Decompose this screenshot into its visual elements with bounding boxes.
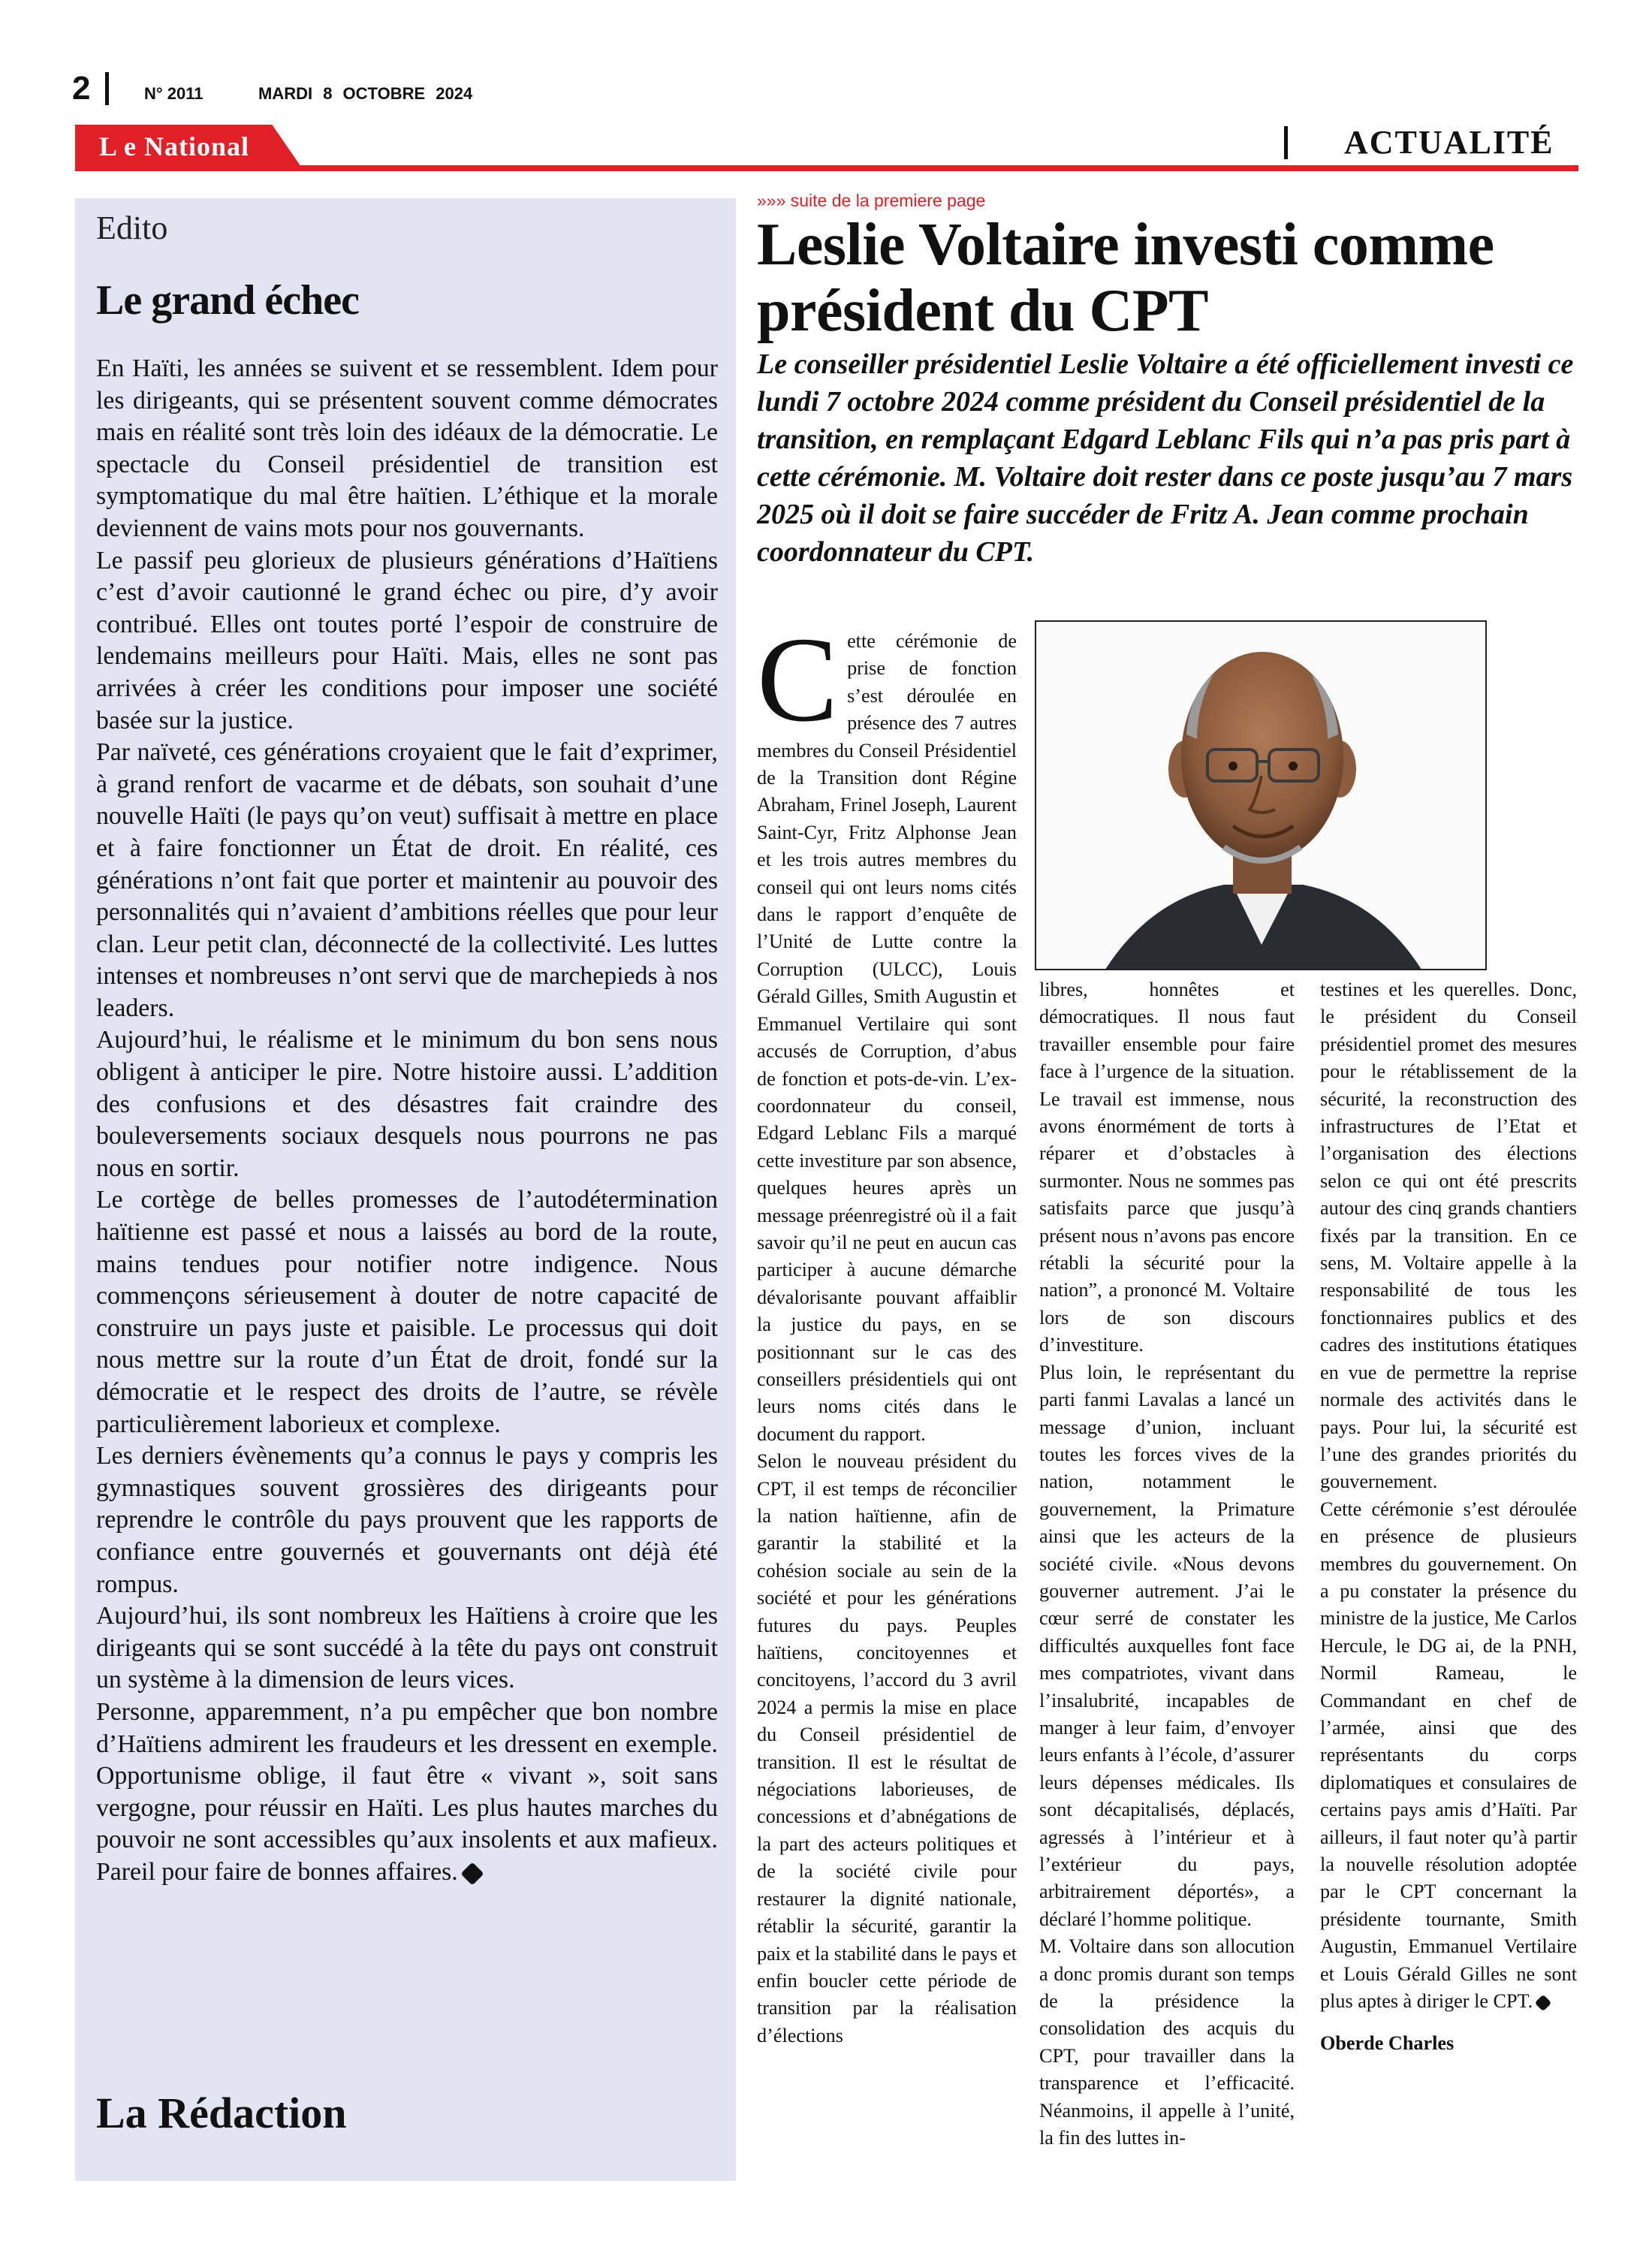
edito-paragraph: Aujourd’hui, ils sont nombreux les Haïtiens à croire que les dirigeants qui se sont succédé à la tête du pays ont construit un système à la dimension de leurs vices. [96, 1602, 718, 1694]
continuation-kicker: »»» suite de la premiere page [757, 191, 986, 210]
article-column-2 [1039, 976, 1295, 2152]
edito-paragraph: Aujourd’hui, le réalisme et le minimum du bon sens nous obligent à anticiper le pire. Notre histoire aussi. L’addition des confusions et des désastres fait craindre des bouleversements sociaux desquels nous pourrons ne pas nous en sortir. [96, 1026, 718, 1182]
article-paragraph: libres, honnêtes et démocratiques. Il nous faut travailler ensemble pour faire face à l’urgence de la situation. Le travail est immense, nous avons énormément de torts à réparer et d’obstacles à surmonter. Nous ne sommes pas satisfaits parce que jusqu’à présent nous n’avons pas encore rétabli la sécurité pour la nation”, a prononcé M. Voltaire lors de son discours d’investiture. [1039, 979, 1295, 1356]
edito-paragraph: Le cortège de belles promesses de l’autodétermination haïtienne est passé et nous a laissés au bord de la route, mains tendues pour notifier notre indigence. Nous commençons sérieusement à douter de notre capacité de construire un pays juste et paisible. Le processus qui doit nous mettre sur la route d’un État de droit, fondé sur la démocratie et le respect des droits de l’autre, se révèle particulièrement laborieux et complexe. [96, 1186, 718, 1438]
end-mark-icon [1535, 1995, 1552, 2012]
article-headline: Leslie Voltaire investi comme président du CPT [757, 212, 1494, 344]
edito-body [96, 353, 718, 1889]
article-paragraph: M. Voltaire dans son allocution a donc promis durant son temps de la présidence la consolidation des acquis du CPT, pour travailler dans la transparence et l’efficacité. Néanmoins, il appelle à l’unité, la fin des luttes in- [1039, 1935, 1295, 2149]
edito-paragraph: Les derniers évènements qu’a connus le pays y compris les gymnastiques souvent grossières des dirigeants pour reprendre le contrôle du pays prouvent que les rapports de confiance entre gouvernés et gouvernants ont déjà été rompus. [96, 1442, 718, 1598]
header-rule [75, 165, 1578, 171]
article-paragraph [1320, 1496, 1577, 2016]
section-divider [1284, 126, 1288, 159]
brand-name: L e National [99, 131, 250, 161]
edito-paragraph-text: Personne, apparemment, n’a pu empêcher que bon nombre d’Haïtiens admirent les fraudeurs et les dressent en exemple. Opportunisme oblige, il faut être « vivant », soit sans vergogne, pour réussir en Haïti. Les plus hautes marches du pouvoir ne sont accessibles qu’aux insolents et aux mafieux. Pareil pour faire de bonnes affaires. [96, 1697, 718, 1886]
portrait-photo [1035, 620, 1487, 970]
edito-paragraph: Le passif peu glorieux de plusieurs générations d’Haïtiens c’est d’avoir cautionné le grand échec ou pire, d’y avoir contribué. Elles ont toutes porté l’espoir de construire de lendemains meilleurs pour Haïti. Mais, elles ne sont pas arrivées à créer les conditions pour imposer une société basée sur la justice. [96, 546, 718, 734]
article-column-1 [757, 613, 1017, 2049]
edito-kicker: Edito [96, 210, 168, 246]
issue-date: MARDI 8 OCTOBRE 2024 [258, 84, 473, 103]
article-paragraph: Selon le nouveau président du CPT, il est temps de réconcilier la nation haïtienne, afin de garantir la stabilité et la cohésion sociale au sein de la société et pour les générations futures du pays. Peuples haïtiens, concitoyennes et concitoyens, l’accord du 3 avril 2024 a permis la mise en place du Conseil présidentiel de transition. Il est le résultat de négociations laborieuses, de concessions et d’abnégations de la part des acteurs politiques et de la société civile pour restaurer la dignité nationale, rétablir la sécurité, garantir la paix et la stabilité dans le pays et enfin boucler cette période de transition par la réalisation d’élections [757, 1450, 1017, 2046]
edito-paragraph: Par naïveté, ces générations croyaient que le fait d’exprimer, à grand renfort de vacarme et de débats, son souhait d’une nouvelle Haïti (le pays qu’on veut) suffisait à mettre en place et à faire fonctionner un État de droit. En réalité, ces générations n’ont fait que porter et maintenir au pouvoir des personnalités qui n’avaient d’ambitions réelles que pour leur clan. Leur petit clan, déconnecté de la collectivité. Les luttes intenses et nombreuses n’ont servi que de marchepieds à nos leaders. [96, 738, 718, 1022]
article-paragraph-text: ette cérémonie de prise de fonction s’est déroulée en présence des 7 autres membres du Conseil Présidentiel de la Transition dont Régine Abraham, Frinel Joseph, Laurent Saint-Cyr, Fritz Alphonse Jean et les trois autres membres du conseil qui ont leurs noms cités dans le rapport d’enquête de l’Unité de Lutte contre la Corruption (ULCC), Louis Gérald Gilles, Smith Augustin et Emmanuel Vertilaire qui sont accusés de Corruption, d’abus de fonction et pots-de-vin. L’ex-coordonnateur du conseil, Edgard Leblanc Fils a marqué cette investiture par son absence, quelques heures après un message préenregistré où il a fait savoir qu’il ne peut en aucun cas participer à aucune démarche dévalorisante pouvant affaiblir la justice du pays, en se positionnant sur le cas des conseillers présidentiels qui ont leurs noms cités dans le document du rapport. [757, 630, 1017, 1445]
article-paragraph [757, 613, 1017, 1448]
article-byline: Oberde Charles [1320, 2032, 1455, 2055]
article-paragraph: Plus loin, le représentant du parti fanmi Lavalas a lancé un message d’union, incluant toutes les forces vives de la nation, notamment le gouvernement, la Primature ainsi que les acteurs de la société civile. «Nous devons gouverner autrement. J’ai le cœur serré de constater les difficultés auxquelles font face mes compatriotes, vivant dans l’insalubrité, incapables de manger à leur faim, d’envoyer leurs enfants à l’école, d’assurer leurs dépenses médicales. Ils sont décapitalisés, déplacés, agressés à l’intérieur et à l’extérieur du pays, arbitrairement déportés», a déclaré l’homme politique. [1039, 1361, 1295, 1930]
page-number-divider [105, 72, 109, 105]
edito-title: Le grand échec [96, 277, 359, 324]
article-paragraph-text: Cette cérémonie s’est déroulée en présence de plusieurs membres du gouvernement. On a pu constater la présence du ministre de la justice, Me Carlos Hercule, le DG ai, de la PNH, Normil Rameau, le Commandant en chef de l’armée, ainsi que des représentants du corps diplomatiques et consulaires de certains pays amis d’Haïti. Par ailleurs, il faut noter qu’à partir la nouvelle résolution adoptée par le CPT concernant la présidente tournante, Smith Augustin, Emmanuel Vertilaire et Louis Gérald Gilles ne sont plus aptes à diriger le CPT. [1320, 1497, 1577, 2013]
portrait-illustration [1036, 622, 1487, 970]
article-column-3 [1320, 976, 1577, 2058]
end-mark-icon [460, 1862, 484, 1886]
page-number: 2 [72, 70, 91, 107]
edito-paragraph: En Haïti, les années se suivent et se ressemblent. Idem pour les dirigeants, qui se présentent souvent comme démocrates mais en réalité sont très loin des idéaux de la démocratie. Le spectacle du Conseil présidentiel de transition est symptomatique du mal être haïtien. L’éthique et la morale deviennent de vains mots pour nos gouvernants. [96, 354, 718, 542]
section-label: ACTUALITÉ [1344, 124, 1554, 161]
article-lede: Le conseiller présidentiel Leslie Voltaire a été officiellement investi ce lundi 7 octobre 2024 comme président du Conseil présidentiel de la transition, en remplaçant Edgard Leblanc Fils qui n’a pas pris part à cette cérémonie. M. Voltaire doit rester dans ce poste jusqu’au 7 mars 2025 où il doit se faire succéder de Fritz A. Jean comme prochain coordonnateur du CPT. [757, 348, 1574, 568]
article-paragraph: testines et les querelles. Donc, le président du Conseil présidentiel promet des mesures pour le rétablissement de la sécurité, la reconstruction des infrastructures de l’Etat et l’organisation des élections selon ce qui ont été prescrits autour des cinq grands chantiers fixés par la transition. En ce sens, M. Voltaire appelle à la responsabilité de tous les fonctionnaires publics et des cadres des institutions étatiques en vue de permettre la reprise normale des activités dans le pays. Pour lui, la sécurité est l’une des grandes priorités du gouvernement. [1320, 979, 1577, 1493]
edito-signature: La Rédaction [96, 2089, 347, 2137]
drop-cap: C [757, 613, 839, 747]
issue-number: N° 2011 [144, 84, 203, 103]
edito-paragraph [96, 1697, 718, 1889]
